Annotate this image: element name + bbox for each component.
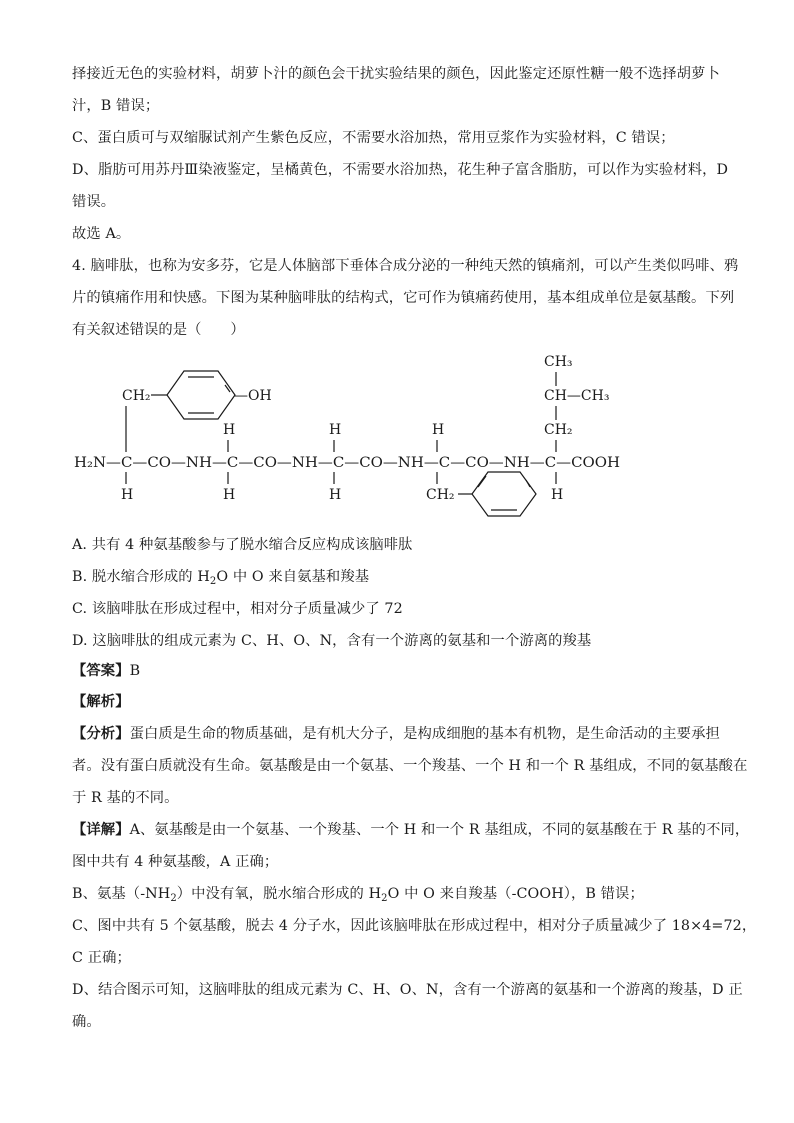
text-line: 有关叙述错误的是（ ） xyxy=(72,322,245,338)
text-line: C 正确； xyxy=(72,950,131,966)
answer-value: B xyxy=(129,663,141,679)
text-line: 图中共有 4 种氨基酸，A 正确； xyxy=(72,854,279,870)
h-top-2: H xyxy=(223,422,236,438)
text-line-b: B、氨基$(-NH_2)$中没有氧，脱水缩合形成的 $H_2O$ 中 O 来自羧基（-COOH），B 错误； xyxy=(72,886,644,904)
text-line: 者。没有蛋白质就没有生命。氨基酸是由一个氨基、一个羧基、一个 H 和一个 R 基组成，不同的氨基酸在 xyxy=(72,758,748,774)
h-bottom-5: H xyxy=(551,487,564,503)
text-line: 汁，B 错误； xyxy=(72,98,160,114)
text-line: 择接近无色的实验材料，胡萝卜汁的颜色会干扰实验结果的颜色，因此鉴定还原性糖一般不选择胡萝卜 xyxy=(72,66,720,82)
text-line: 确。 xyxy=(72,1014,101,1030)
text-line: D、结合图示可知，这脑啡肽的组成元素为 C、H、O、N，含有一个游离的氨基和一个游离的羧基，D 正 xyxy=(72,982,743,998)
ch2-phenylalanine-label: CH₂ xyxy=(426,487,455,503)
option-b: B. 脱水缩合形成的 $H_2O$ 中 O 来自氨基和羧基 xyxy=(72,569,370,587)
question-4-line: 4. 脑啡肽，也称为安多芬，它是人体脑部下垂体合成分泌的一种纯天然的镇痛剂，可以产生类似吗啡、鸦 xyxy=(72,258,739,274)
answer-line xyxy=(72,661,140,681)
h-bottom-2: H xyxy=(223,487,236,503)
h-top-3: H xyxy=(329,422,342,438)
ch3-top-label: CH₃ xyxy=(544,354,573,370)
h-bottom-3: H xyxy=(329,487,342,503)
text-line: 于 R 基的不同。 xyxy=(72,790,179,806)
text-line: C、蛋白质可与双缩脲试剂产生紫色反应，不需要水浴加热，常用豆浆作为实验材料，C 错误； xyxy=(72,130,675,146)
xiangjie-line: 【详解】A、氨基酸是由一个氨基、一个羧基、一个 H 和一个 R 基组成，不同的氨基酸在于 R 基的不同， xyxy=(72,822,750,838)
text-line: 片的镇痛作用和快感。下图为某种脑啡肽的结构式，它可作为镇痛药使用，基本组成单位是氨基酸。下列 xyxy=(72,290,735,306)
enkephalin-structure-diagram xyxy=(60,348,640,528)
text-line: 故选 A。 xyxy=(72,226,131,242)
answer-label: 【答案】 xyxy=(72,663,130,679)
option-a: A. 共有 4 种氨基酸参与了脱水缩合反应构成该脑啡肽 xyxy=(72,537,413,553)
oh-label: —OH xyxy=(234,388,272,404)
option-d: D. 这脑啡肽的组成元素为 C、H、O、N，含有一个游离的氨基和一个游离的羧基 xyxy=(72,633,592,649)
text-line: D、脂肪可用苏丹Ⅲ染液鉴定，呈橘黄色，不需要水浴加热，花生种子富含脂肪，可以作为实验材料，D xyxy=(72,162,729,178)
text-line: C、图中共有 5 个氨基酸，脱去 4 分子水，因此该脑啡肽在形成过程中，相对分子质量减少了 18×4=72， xyxy=(72,918,757,934)
h-top-4: H xyxy=(432,422,445,438)
fenxi-line: 【分析】蛋白质是生命的物质基础，是有机大分子，是构成细胞的基本有机物，是生命活动的主要承担 xyxy=(72,726,720,742)
text-line: 错误。 xyxy=(72,194,116,210)
peptide-backbone: H₂N—C—CO—NH—C—CO—NH—C—CO—NH—C—CO—NH—C—COOH xyxy=(74,455,620,471)
ch2-tyrosine-label: CH₂ xyxy=(122,388,151,404)
analysis-label: 【解析】 xyxy=(72,694,130,710)
ch2-leucine-label: CH₂ xyxy=(544,422,573,438)
option-c: C. 该脑啡肽在形成过程中，相对分子质量减少了 72 xyxy=(72,601,403,617)
ch-ch3-label: CH—CH₃ xyxy=(544,388,610,404)
h-bottom-1: H xyxy=(121,487,134,503)
